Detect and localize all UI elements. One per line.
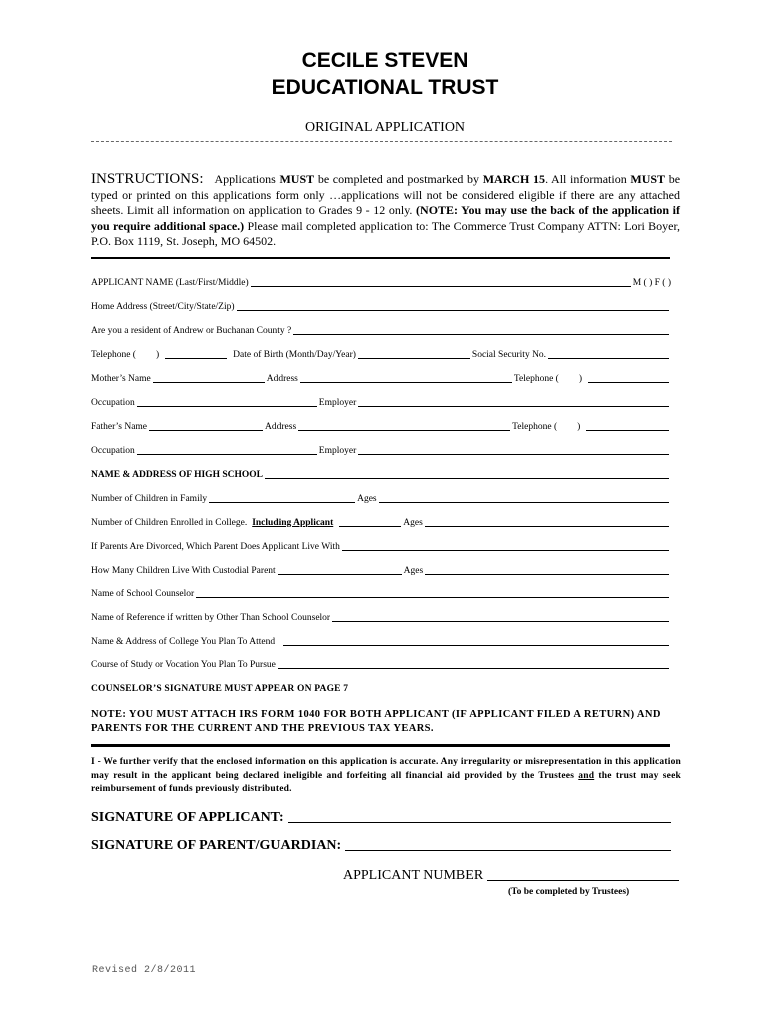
dob-field[interactable] bbox=[358, 350, 470, 359]
instructions-text-2: be completed and postmarked by bbox=[314, 172, 483, 186]
father-address-field[interactable] bbox=[298, 422, 510, 431]
certification-divider bbox=[91, 744, 670, 747]
applicant-name-row bbox=[91, 277, 671, 289]
divorced-field[interactable] bbox=[342, 542, 669, 551]
trust-name-line2: EDUCATIONAL TRUST bbox=[271, 76, 499, 99]
college-field[interactable] bbox=[283, 637, 669, 646]
children-family-field[interactable] bbox=[209, 494, 355, 503]
resident-label: Are you a resident of Andrew or Buchanan County ? bbox=[91, 326, 292, 336]
parent-signature-label: SIGNATURE OF PARENT/GUARDIAN: bbox=[91, 838, 342, 853]
college-row bbox=[91, 636, 671, 648]
instructions-deadline: MARCH 15 bbox=[482, 172, 546, 186]
father-row bbox=[91, 421, 671, 433]
father-occupation-label: Occupation bbox=[91, 446, 135, 456]
counselor-label: Name of School Counselor bbox=[91, 589, 195, 599]
resident-row bbox=[91, 325, 671, 337]
college-label: Name & Address of College You Plan To Attend bbox=[91, 637, 276, 647]
home-address-label: Home Address (Street/City/State/Zip) bbox=[91, 302, 235, 312]
form-subtitle: ORIGINAL APPLICATION bbox=[304, 120, 466, 135]
irs-note: NOTE: YOU MUST ATTACH IRS FORM 1040 FOR BOTH APPLICANT (IF APPLICANT FILED A RETURN) AND PARENTS FOR THE CURRENT AND THE PREVIOUS TAX YEARS. bbox=[91, 709, 661, 734]
mother-telephone-label: Telephone ( bbox=[513, 374, 559, 384]
dob-label: Date of Birth (Month/Day/Year) bbox=[233, 350, 356, 360]
course-row bbox=[91, 659, 671, 671]
custodial-field[interactable] bbox=[278, 566, 402, 575]
parent-signature-field[interactable] bbox=[345, 838, 671, 851]
mother-occupation-field[interactable] bbox=[137, 398, 317, 407]
divorced-row bbox=[91, 541, 671, 553]
high-school-label: NAME & ADDRESS OF HIGH SCHOOL bbox=[91, 470, 263, 480]
children-family-ages-label: Ages bbox=[357, 494, 377, 504]
certification-and: and bbox=[578, 770, 595, 781]
mother-address-label: Address bbox=[266, 374, 298, 384]
revision-date: Revised 2/8/2011 bbox=[92, 965, 197, 976]
high-school-field[interactable] bbox=[265, 470, 669, 479]
telephone-field[interactable] bbox=[165, 350, 227, 359]
father-occupation-row bbox=[91, 445, 671, 457]
including-applicant-label: Including Applicant bbox=[252, 518, 334, 528]
mother-occupation-row bbox=[91, 397, 671, 409]
counselor-field[interactable] bbox=[196, 589, 669, 598]
course-label: Course of Study or Vocation You Plan To Pursue bbox=[91, 660, 276, 670]
mother-employer-field[interactable] bbox=[358, 398, 669, 407]
applicant-signature-field[interactable] bbox=[288, 810, 671, 823]
children-college-row bbox=[91, 517, 671, 529]
trustee-note: (To be completed by Trustees) bbox=[508, 887, 630, 897]
applicant-number-label: APPLICANT NUMBER bbox=[343, 868, 484, 883]
mother-address-field[interactable] bbox=[300, 374, 512, 383]
divorced-label: If Parents Are Divorced, Which Parent Does Applicant Live With bbox=[91, 542, 340, 552]
father-name-field[interactable] bbox=[149, 422, 263, 431]
ssn-field[interactable] bbox=[548, 350, 669, 359]
custodial-ages-label: Ages bbox=[403, 566, 424, 576]
resident-field[interactable] bbox=[293, 326, 669, 335]
instructions-paragraph bbox=[91, 172, 680, 250]
custodial-ages-field[interactable] bbox=[425, 566, 669, 575]
home-address-field[interactable] bbox=[237, 302, 669, 311]
parent-signature-row bbox=[91, 838, 681, 854]
father-telephone-close: ) bbox=[577, 422, 581, 432]
header-divider bbox=[91, 141, 672, 142]
mother-name-label: Mother’s Name bbox=[91, 374, 151, 384]
mother-telephone-close: ) bbox=[578, 374, 582, 384]
instructions-text-1: Applications bbox=[214, 172, 280, 186]
trust-name-line1: CECILE STEVEN bbox=[301, 49, 469, 72]
applicant-signature-row bbox=[91, 810, 681, 826]
course-field[interactable] bbox=[278, 660, 669, 669]
father-name-label: Father’s Name bbox=[91, 422, 148, 432]
phone-dob-ssn-row bbox=[91, 349, 671, 361]
gender-checkbox[interactable]: M ( ) F ( ) bbox=[632, 278, 671, 288]
mother-employer-label: Employer bbox=[318, 398, 357, 408]
high-school-row bbox=[91, 469, 671, 481]
counselor-row bbox=[91, 588, 671, 600]
father-address-label: Address bbox=[265, 422, 297, 432]
ssn-label: Social Security No. bbox=[471, 350, 547, 360]
instructions-note: (NOTE: You may use the back of the application if you require additional space.) bbox=[91, 203, 680, 233]
custodial-label: How Many Children Live With Custodial Parent bbox=[91, 566, 276, 576]
counselor-signature-note: COUNSELOR’S SIGNATURE MUST APPEAR ON PAGE 7 bbox=[91, 684, 349, 694]
instructions-heading: INSTRUCTIONS: bbox=[91, 171, 204, 187]
applicant-number-row bbox=[343, 868, 681, 884]
applicant-name-label: APPLICANT NAME (Last/First/Middle) bbox=[91, 278, 249, 288]
children-family-label: Number of Children in Family bbox=[91, 494, 208, 504]
instructions-must-2: MUST bbox=[630, 172, 666, 186]
father-employer-field[interactable] bbox=[358, 446, 669, 455]
instructions-text-3: . All information bbox=[545, 172, 631, 186]
mother-occupation-label: Occupation bbox=[91, 398, 135, 408]
reference-field[interactable] bbox=[332, 613, 669, 622]
telephone-close-paren: ) bbox=[155, 350, 160, 360]
instructions-divider bbox=[91, 257, 670, 259]
reference-label: Name of Reference if written by Other Than School Counselor bbox=[91, 613, 331, 623]
children-college-ages-field[interactable] bbox=[425, 518, 669, 527]
father-employer-label: Employer bbox=[318, 446, 357, 456]
mother-row bbox=[91, 373, 671, 385]
applicant-name-field[interactable] bbox=[251, 278, 631, 287]
children-college-field[interactable] bbox=[339, 518, 401, 527]
applicant-number-field[interactable] bbox=[487, 868, 679, 881]
reference-row bbox=[91, 612, 671, 624]
certification-text-2: the trust may seek reimbursement of funds previously distributed. bbox=[91, 770, 681, 794]
mother-telephone-field[interactable] bbox=[588, 374, 669, 383]
father-telephone-field[interactable] bbox=[586, 422, 669, 431]
mother-name-field[interactable] bbox=[153, 374, 265, 383]
instructions-must-1: MUST bbox=[279, 172, 315, 186]
children-college-ages-label: Ages bbox=[403, 518, 423, 528]
children-college-label: Number of Children Enrolled in College. bbox=[91, 518, 248, 528]
certification-text-1: I - We further verify that the enclosed information on this application is accurate. Any irregularity or misrepresentation in this application may result in the applicant being declared ineligible and forfeiting all financial aid provided by the Trustees bbox=[91, 757, 681, 781]
home-address-row bbox=[91, 301, 671, 313]
children-family-row bbox=[91, 493, 671, 505]
father-telephone-label: Telephone ( bbox=[512, 422, 558, 432]
custodial-row bbox=[91, 565, 671, 577]
father-occupation-field[interactable] bbox=[137, 446, 317, 455]
applicant-signature-label: SIGNATURE OF APPLICANT: bbox=[91, 810, 284, 825]
instructions-text-5: Please mail completed application to: The Commerce Trust Company ATTN: Lori Boyer, P.O. Box 1119, St. Joseph, MO 64502. bbox=[91, 218, 680, 248]
children-family-ages-field[interactable] bbox=[379, 494, 669, 503]
instructions-text-4: be typed or printed on this applications form only …applications will not be considered eligible if there are any attached sheets. Limit all information on application to Grades 9 - 12 only. bbox=[91, 172, 681, 217]
certification-paragraph bbox=[91, 756, 681, 797]
telephone-label: Telephone ( bbox=[91, 350, 136, 360]
